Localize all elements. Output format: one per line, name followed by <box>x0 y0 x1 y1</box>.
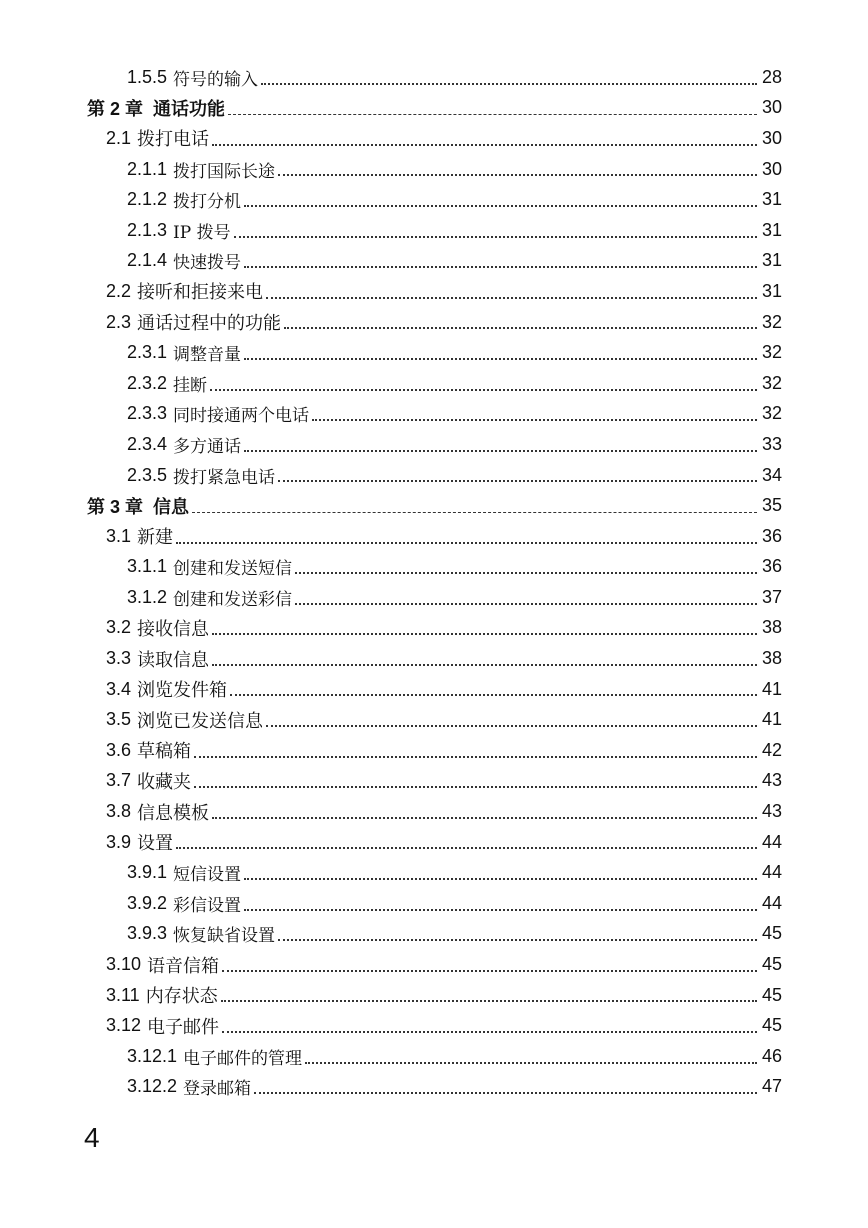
toc-leader-dots <box>210 389 757 391</box>
toc-entry-title: 符号的输入 <box>173 69 259 90</box>
toc-entry-title: 拨打国际长途 <box>173 161 276 182</box>
table-of-contents <box>0 62 868 1102</box>
toc-leader-dots <box>278 939 757 941</box>
toc-entry-number: 3.12.1 <box>127 1045 178 1066</box>
toc-leader-dots <box>212 817 757 819</box>
toc-entry-title: 彩信设置 <box>173 895 242 916</box>
toc-entry[interactable] <box>0 949 868 980</box>
toc-leader-dots <box>176 542 757 544</box>
toc-entry[interactable] <box>0 704 868 735</box>
toc-entry-page: 36 <box>761 525 782 546</box>
toc-entry[interactable] <box>0 215 868 246</box>
toc-entry[interactable] <box>0 123 868 154</box>
toc-entry-number: 3.9.3 <box>127 923 168 944</box>
toc-entry[interactable] <box>0 1041 868 1072</box>
toc-entry-page: 32 <box>761 403 782 424</box>
toc-entry-page: 45 <box>761 923 782 944</box>
toc-entry-page: 43 <box>761 770 782 791</box>
toc-entry[interactable] <box>0 1010 868 1041</box>
toc-entry-number: 3.8 <box>106 801 132 822</box>
toc-entry-page: 35 <box>761 495 782 516</box>
toc-entry[interactable] <box>0 276 868 307</box>
toc-entry[interactable] <box>0 643 868 674</box>
toc-entry-page: 41 <box>761 709 782 730</box>
toc-leader-dots <box>230 694 757 696</box>
toc-leader-dots <box>228 114 757 115</box>
toc-entry-number: 2.2 <box>106 280 132 301</box>
toc-entry[interactable] <box>0 796 868 827</box>
toc-entry-number: 2.1.1 <box>127 158 168 179</box>
toc-leader-dots <box>284 327 757 329</box>
toc-leader-dots <box>278 174 757 176</box>
toc-leader-dots <box>212 664 757 666</box>
toc-leader-dots <box>244 909 757 911</box>
toc-entry[interactable] <box>0 674 868 705</box>
toc-entry-page: 47 <box>761 1076 782 1097</box>
toc-entry[interactable] <box>0 184 868 215</box>
toc-entry[interactable] <box>0 307 868 338</box>
toc-entry-page: 44 <box>761 892 782 913</box>
toc-entry-title: 恢复缺省设置 <box>173 926 276 947</box>
toc-leader-dots <box>266 725 757 727</box>
toc-leader-dots <box>222 1031 757 1033</box>
toc-entry-title: 创建和发送彩信 <box>173 589 293 610</box>
toc-entry[interactable] <box>0 613 868 644</box>
toc-chapter-entry[interactable] <box>0 93 868 124</box>
toc-entry[interactable] <box>0 368 868 399</box>
toc-entry-number: 2.3.2 <box>127 372 168 393</box>
toc-entry-title: 通话功能 <box>153 98 226 119</box>
toc-leader-dots <box>244 358 757 360</box>
toc-entry-page: 42 <box>761 739 782 760</box>
toc-entry-number: 3.5 <box>106 709 132 730</box>
toc-entry[interactable] <box>0 735 868 766</box>
toc-leader-dots <box>212 633 757 635</box>
toc-leader-dots <box>266 297 757 299</box>
toc-entry-title: 语音信箱 <box>147 955 220 976</box>
toc-entry[interactable] <box>0 980 868 1011</box>
toc-leader-dots <box>295 572 757 574</box>
toc-entry-title: 短信设置 <box>173 865 242 886</box>
toc-entry[interactable] <box>0 460 868 491</box>
toc-entry-title: 挂断 <box>173 375 208 396</box>
toc-entry-page: 44 <box>761 831 782 852</box>
toc-leader-dots <box>244 450 757 452</box>
toc-leader-dots <box>254 1092 757 1094</box>
toc-entry[interactable] <box>0 521 868 552</box>
toc-entry-number: 3.1.2 <box>127 586 168 607</box>
toc-entry[interactable] <box>0 919 868 950</box>
toc-entry-title: 收藏夹 <box>137 771 192 792</box>
toc-entry[interactable] <box>0 766 868 797</box>
toc-leader-dots <box>194 756 757 758</box>
toc-entry-number: 3.1 <box>106 525 132 546</box>
toc-entry-title: 设置 <box>137 833 174 854</box>
toc-entry-page: 32 <box>761 311 782 332</box>
toc-entry[interactable] <box>0 582 868 613</box>
toc-entry-page: 36 <box>761 556 782 577</box>
toc-entry-title: 拨打电话 <box>137 129 210 150</box>
toc-leader-dots <box>278 480 757 482</box>
toc-entry-number: 3.10 <box>106 954 142 975</box>
toc-chapter-entry[interactable] <box>0 490 868 521</box>
toc-entry-page: 30 <box>761 127 782 148</box>
toc-entry-title: 读取信息 <box>137 649 210 670</box>
toc-entry[interactable] <box>0 154 868 185</box>
toc-entry-page: 37 <box>761 586 782 607</box>
toc-entry[interactable] <box>0 1072 868 1103</box>
toc-entry-number: 2.1.2 <box>127 189 168 210</box>
toc-entry-title: 多方通话 <box>173 436 242 457</box>
toc-entry-title: 草稿箱 <box>137 741 192 762</box>
toc-entry-page: 33 <box>761 433 782 454</box>
toc-entry-title: 信息 <box>153 496 190 517</box>
toc-entry-number: 第 3 章 <box>87 496 144 517</box>
toc-entry[interactable] <box>0 888 868 919</box>
toc-entry-number: 2.3.1 <box>127 342 168 363</box>
toc-leader-dots <box>244 266 757 268</box>
toc-entry-page: 31 <box>761 250 782 271</box>
toc-leader-dots <box>222 970 757 972</box>
toc-entry-number: 3.12.2 <box>127 1076 178 1097</box>
toc-entry-number: 2.3.5 <box>127 464 168 485</box>
toc-entry-number: 3.12 <box>106 1015 142 1036</box>
toc-entry-title: 登录邮箱 <box>183 1079 252 1100</box>
toc-entry-page: 31 <box>761 219 782 240</box>
toc-entry-number: 2.3.4 <box>127 433 168 454</box>
toc-entry-title: 浏览已发送信息 <box>137 710 264 731</box>
toc-entry-number: 3.4 <box>106 678 132 699</box>
toc-entry[interactable] <box>0 399 868 430</box>
toc-entry-title: 调整音量 <box>173 345 242 366</box>
toc-leader-dots <box>221 1000 757 1002</box>
toc-entry-page: 28 <box>761 66 782 87</box>
toc-entry-page: 31 <box>761 189 782 210</box>
toc-entry-number: 1.5.5 <box>127 66 168 87</box>
toc-entry-number: 3.7 <box>106 770 132 791</box>
toc-entry-number: 2.1 <box>106 127 132 148</box>
toc-entry-number: 3.1.1 <box>127 556 168 577</box>
toc-entry-page: 38 <box>761 648 782 669</box>
toc-entry[interactable] <box>0 429 868 460</box>
toc-entry-number: 2.3.3 <box>127 403 168 424</box>
toc-entry-title: 浏览发件箱 <box>137 680 228 701</box>
toc-entry-title: 创建和发送短信 <box>173 559 293 580</box>
toc-entry-title: 电子邮件的管理 <box>183 1048 303 1069</box>
toc-leader-dots <box>244 205 757 207</box>
toc-leader-dots <box>212 144 757 146</box>
toc-entry-title: 通话过程中的功能 <box>137 313 282 334</box>
toc-entry[interactable] <box>0 62 868 93</box>
toc-leader-dots <box>261 83 757 85</box>
toc-entry-page: 34 <box>761 464 782 485</box>
toc-entry-title: 拨打分机 <box>173 192 242 213</box>
toc-entry-title: 新建 <box>137 527 174 548</box>
toc-entry-title: 内存状态 <box>145 986 218 1007</box>
toc-entry-page: 32 <box>761 342 782 363</box>
toc-entry-page: 31 <box>761 280 782 301</box>
toc-entry-number: 3.6 <box>106 739 132 760</box>
toc-entry-number: 2.3 <box>106 311 132 332</box>
toc-entry[interactable] <box>0 857 868 888</box>
toc-entry-title: IP 拨号 <box>173 222 231 243</box>
toc-entry-title: 信息模板 <box>137 802 210 823</box>
toc-entry-page: 44 <box>761 862 782 883</box>
toc-entry-title: 同时接通两个电话 <box>173 406 310 427</box>
toc-entry-number: 3.2 <box>106 617 132 638</box>
toc-entry[interactable] <box>0 246 868 277</box>
toc-entry-number: 3.9.2 <box>127 892 168 913</box>
toc-entry-page: 46 <box>761 1045 782 1066</box>
toc-entry-number: 3.11 <box>106 984 140 1005</box>
toc-entry-page: 30 <box>761 97 782 118</box>
toc-leader-dots <box>234 236 757 238</box>
toc-entry-page: 45 <box>761 984 782 1005</box>
toc-leader-dots <box>192 512 757 513</box>
toc-leader-dots <box>295 603 757 605</box>
toc-entry[interactable] <box>0 827 868 858</box>
toc-entry-page: 45 <box>761 1015 782 1036</box>
toc-leader-dots <box>176 847 757 849</box>
toc-entry-title: 拨打紧急电话 <box>173 467 276 488</box>
toc-entry-number: 3.9.1 <box>127 862 168 883</box>
toc-leader-dots <box>305 1062 757 1064</box>
toc-leader-dots <box>312 419 757 421</box>
toc-entry-number: 3.3 <box>106 648 132 669</box>
toc-entry-title: 电子邮件 <box>147 1016 220 1037</box>
toc-entry-title: 接收信息 <box>137 618 210 639</box>
toc-entry-page: 41 <box>761 678 782 699</box>
toc-leader-dots <box>244 878 757 880</box>
toc-entry-page: 45 <box>761 954 782 975</box>
page-number: 4 <box>84 1122 100 1153</box>
toc-entry-title: 快速拨号 <box>173 253 242 274</box>
toc-entry-number: 2.1.3 <box>127 219 168 240</box>
toc-entry[interactable] <box>0 552 868 583</box>
toc-entry-number: 3.9 <box>106 831 132 852</box>
toc-leader-dots <box>194 786 757 788</box>
toc-entry-title: 接听和拒接来电 <box>137 282 264 303</box>
toc-entry-page: 30 <box>761 158 782 179</box>
toc-entry-page: 43 <box>761 801 782 822</box>
toc-entry-page: 38 <box>761 617 782 638</box>
toc-entry-number: 第 2 章 <box>87 98 144 119</box>
toc-entry-number: 2.1.4 <box>127 250 168 271</box>
toc-entry[interactable] <box>0 337 868 368</box>
toc-entry-page: 32 <box>761 372 782 393</box>
